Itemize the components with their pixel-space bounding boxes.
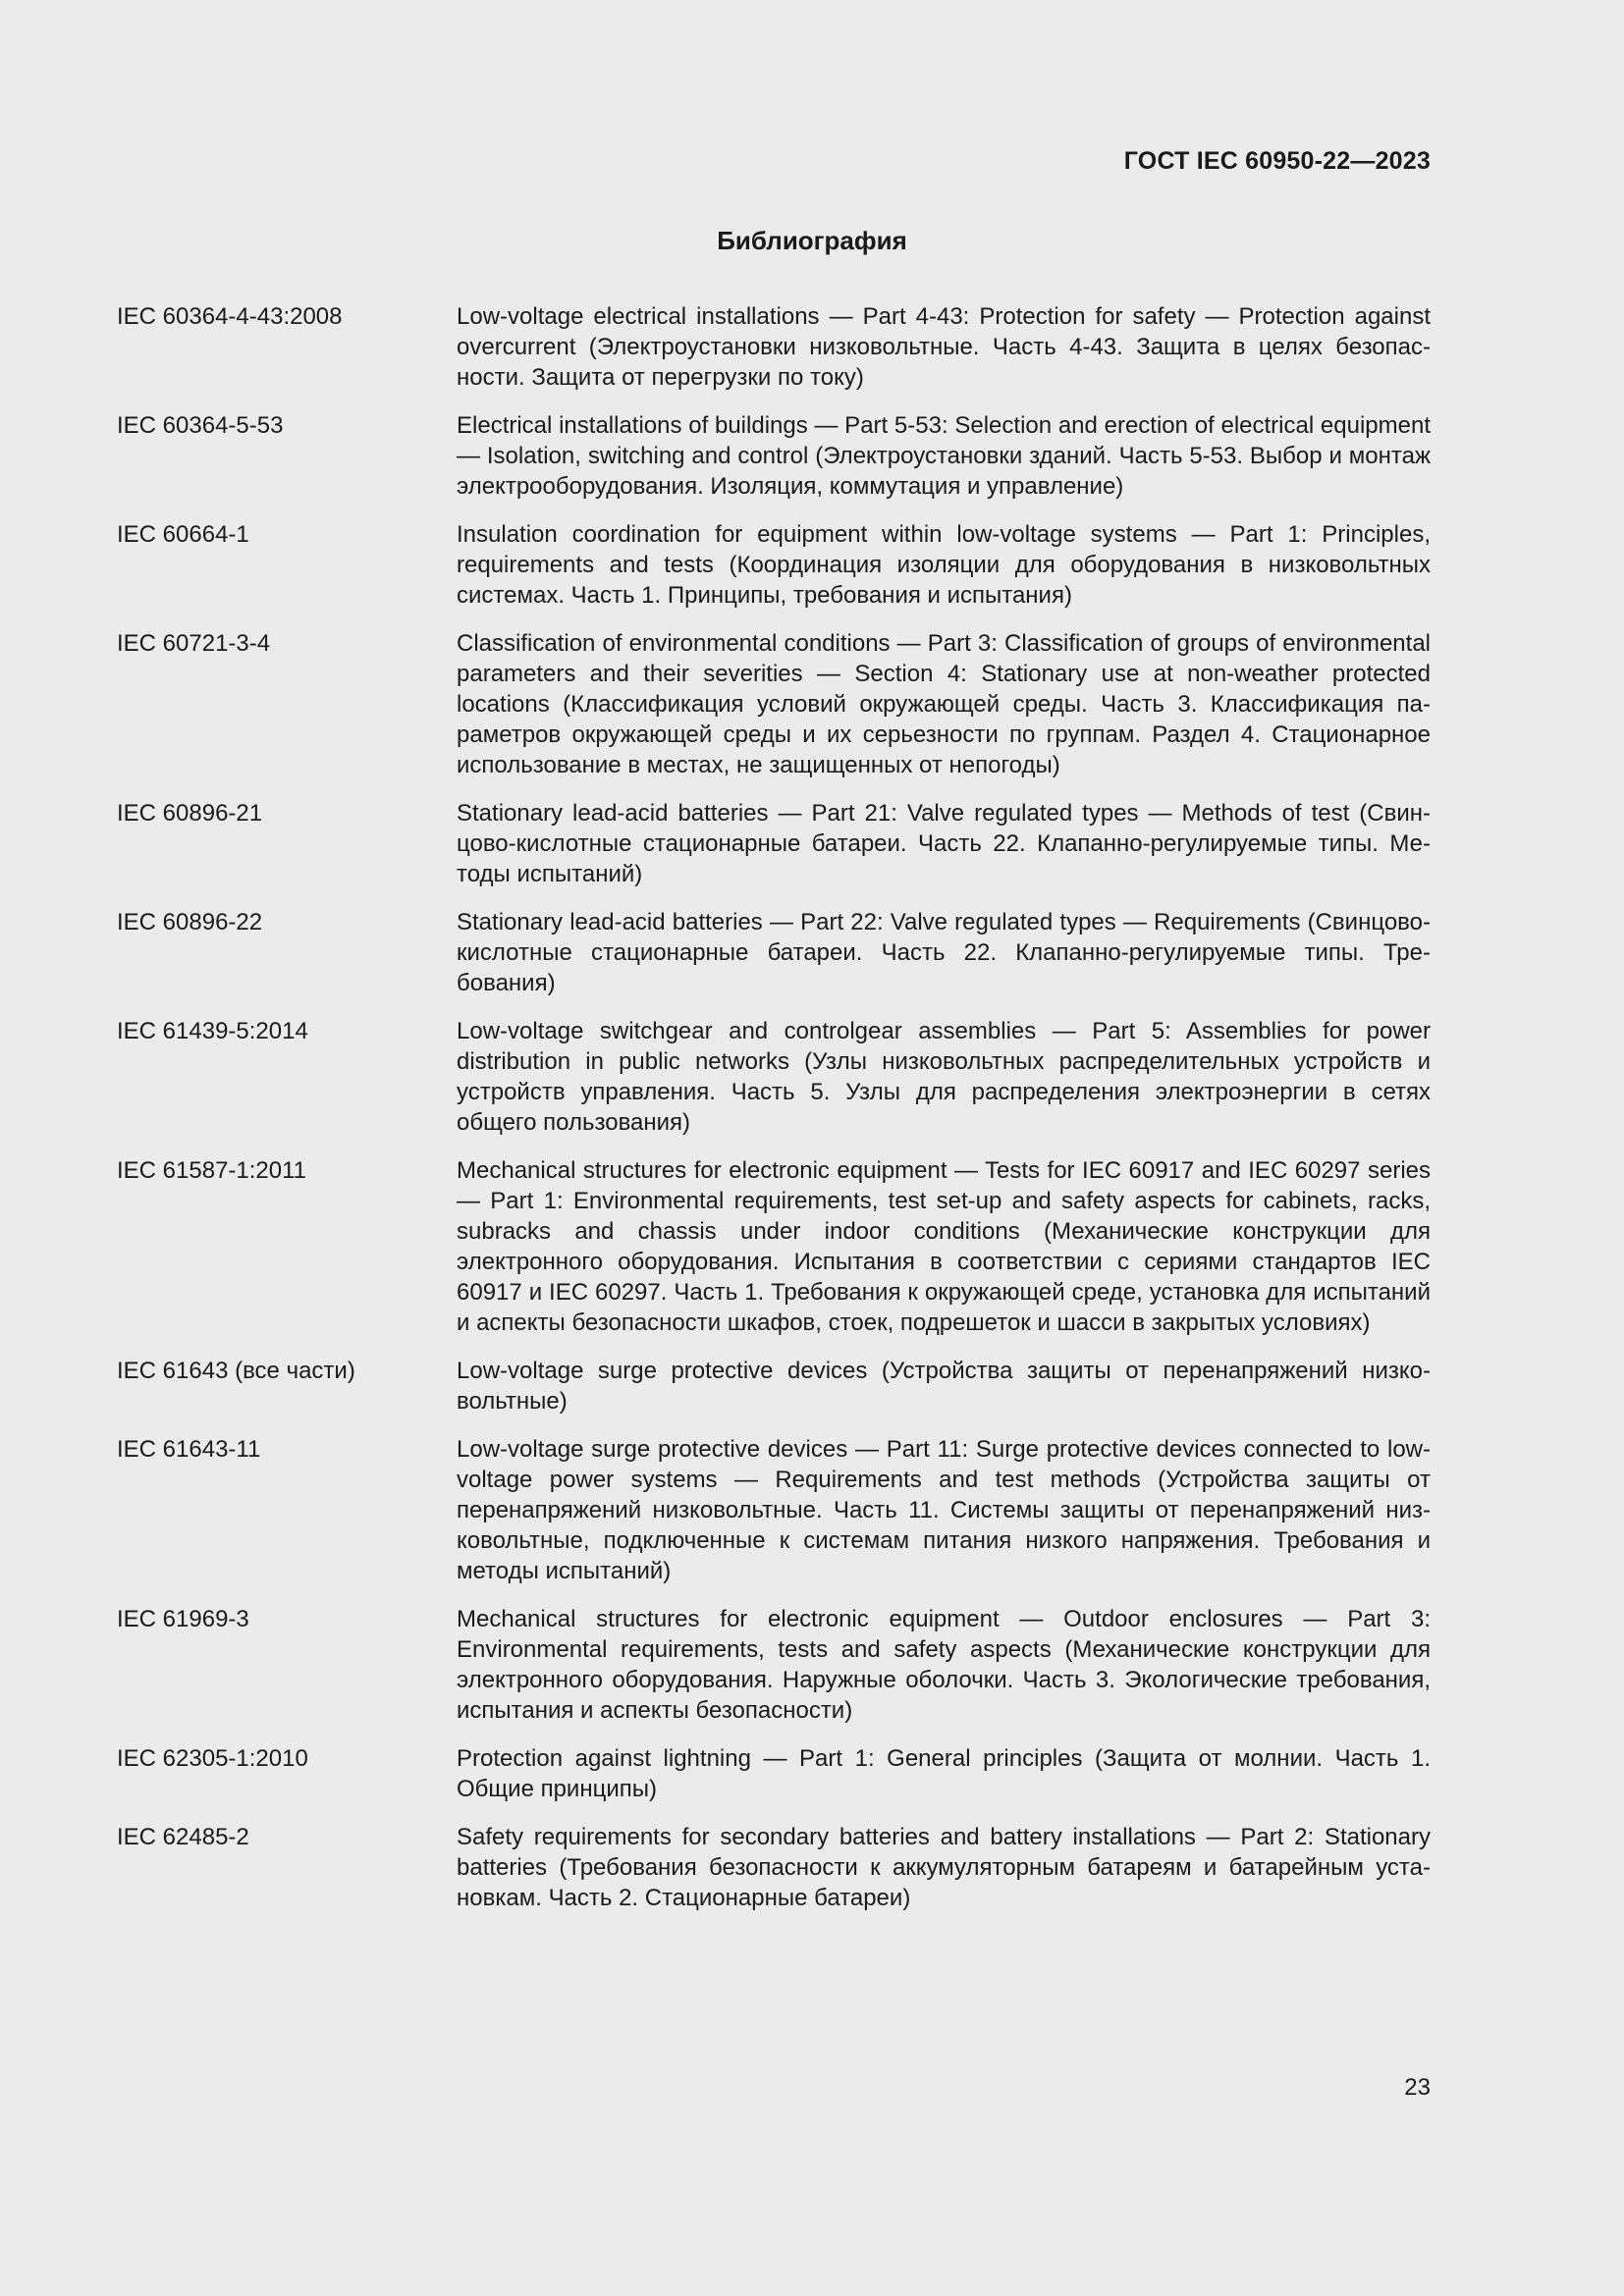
entry-description: Electrical installations of buildings — Part 5-53: Selection and erection of electrical equipment — Isolation, switching and control (Электроустановки зданий. Часть 5-53. Выбор и монтаж электрооборудования. Изоляция, коммутация и управление) [457,412,1431,500]
bibliography-entry [117,410,1431,502]
entry-description: Stationary lead-acid batteries — Part 21: Valve regulated types — Methods of test (Свинцово-кислотные стационарные батареи. Часть 22. Клапанно-регулируемые типы. Методы испытаний) [457,800,1431,887]
page-number: 23 [1404,2074,1431,2101]
entry-reference: IEC 61969-3 [117,1606,249,1632]
bibliography-entry [117,1016,1431,1138]
section-title: Библиография [717,226,907,255]
entry-reference: IEC 61643 (все части) [117,1358,355,1384]
entry-reference: IEC 61587-1:2011 [117,1157,307,1184]
entry-description: Low-voltage surge protective devices (Устройства защиты от перенапряжений низковольтные) [457,1358,1431,1415]
entry-description: Classification of environmental conditions — Part 3: Classification of groups of environmental parameters and their severities — Section 4: Stationary use at non-weather protected locations (Классификация условий окружающей среды. Часть 3. Классификация параметров окружающей среды и их серьезности по группам. Раздел 4. Стационарное использование в местах, не защищенных от непогоды) [457,630,1431,778]
entry-description: Protection against lightning — Part 1: General principles (Защита от молнии. Часть 1. Общие принципы) [457,1745,1431,1802]
entry-description: Mechanical structures for electronic equipment — Tests for IEC 60917 and IEC 60297 series — Part 1: Environmental requirements, test set-up and safety aspects for cabinets, racks, subracks and chassis under indoor conditions (Механические конструкции для электронного оборудования. Испытания в соответствии с сериями стандартов IEC 60917 и IEC 60297. Часть 1. Требования к окружающей среде, установка для испытаний и аспекты безопасности шкафов, стоек, подрешеток и шасси в закрытых условиях) [457,1157,1431,1336]
entry-reference: IEC 62305-1:2010 [117,1745,308,1772]
bibliography-entry [117,907,1431,998]
entry-reference: IEC 60896-22 [117,909,263,935]
entry-description: Low-voltage surge protective devices — Part 11: Surge protective devices connected to low-voltage power systems — Requirements and test methods (Устройства защиты от перенапряжений низковольтные. Часть 11. Системы защиты от перенапряжений низковольтные, подключенные к системам питания низкого напряжения. Требования и методы испытаний) [457,1436,1431,1584]
entry-description: Mechanical structures for electronic equipment — Outdoor enclosures — Part 3: Environmental requirements, tests and safety aspects (Механические конструкции для электронного оборудования. Наружные оболочки. Часть 3. Экологические требования, испытания и аспекты безопасности) [457,1606,1431,1724]
bibliography-entry [117,1822,1431,1913]
bibliography-list [117,301,1431,1931]
entry-reference: IEC 60721-3-4 [117,630,271,657]
entry-description: Low-voltage switchgear and controlgear assemblies — Part 5: Assemblies for power distribution in public networks (Узлы низковольтных распределительных устройств и устройств управления. Часть 5. Узлы для распределения электроэнергии в сетях общего пользования) [457,1018,1431,1136]
entry-reference: IEC 60364-4-43:2008 [117,303,343,330]
entry-reference: IEC 60664-1 [117,521,249,548]
bibliography-entry [117,301,1431,393]
entry-reference: IEC 61643-11 [117,1436,261,1463]
bibliography-entry [117,1743,1431,1804]
bibliography-entry [117,1155,1431,1338]
bibliography-entry [117,1604,1431,1726]
bibliography-entry [117,798,1431,889]
entry-description: Safety requirements for secondary batteries and battery installations — Part 2: Stationary batteries (Требования безопасности к аккумуляторным батареям и батарейным установкам. Часть 2. Стационарные батареи) [457,1824,1431,1911]
entry-description: Stationary lead-acid batteries — Part 22: Valve regulated types — Requirements (Свинцово-кислотные стационарные батареи. Часть 22. Клапанно-регулируемые типы. Требования) [457,909,1431,996]
entry-description: Low-voltage electrical installations — Part 4-43: Protection for safety — Protection against overcurrent (Электроустановки низковольтные. Часть 4-43. Защита в целях безопасности. Защита от перегрузки по току) [457,303,1431,391]
bibliography-entry [117,1356,1431,1416]
bibliography-entry [117,1434,1431,1586]
entry-reference: IEC 60896-21 [117,800,263,827]
entry-reference: IEC 60364-5-53 [117,412,284,439]
standard-code: ГОСТ IEC 60950-22—2023 [1123,147,1431,175]
entry-reference: IEC 62485-2 [117,1824,249,1850]
entry-reference: IEC 61439-5:2014 [117,1018,308,1044]
bibliography-entry [117,628,1431,780]
entry-description: Insulation coordination for equipment within low-voltage systems — Part 1: Principles, requirements and tests (Координация изоляции для оборудования в низковольтных системах. Часть 1. Принципы, требования и испытания) [457,521,1431,609]
bibliography-entry [117,519,1431,611]
